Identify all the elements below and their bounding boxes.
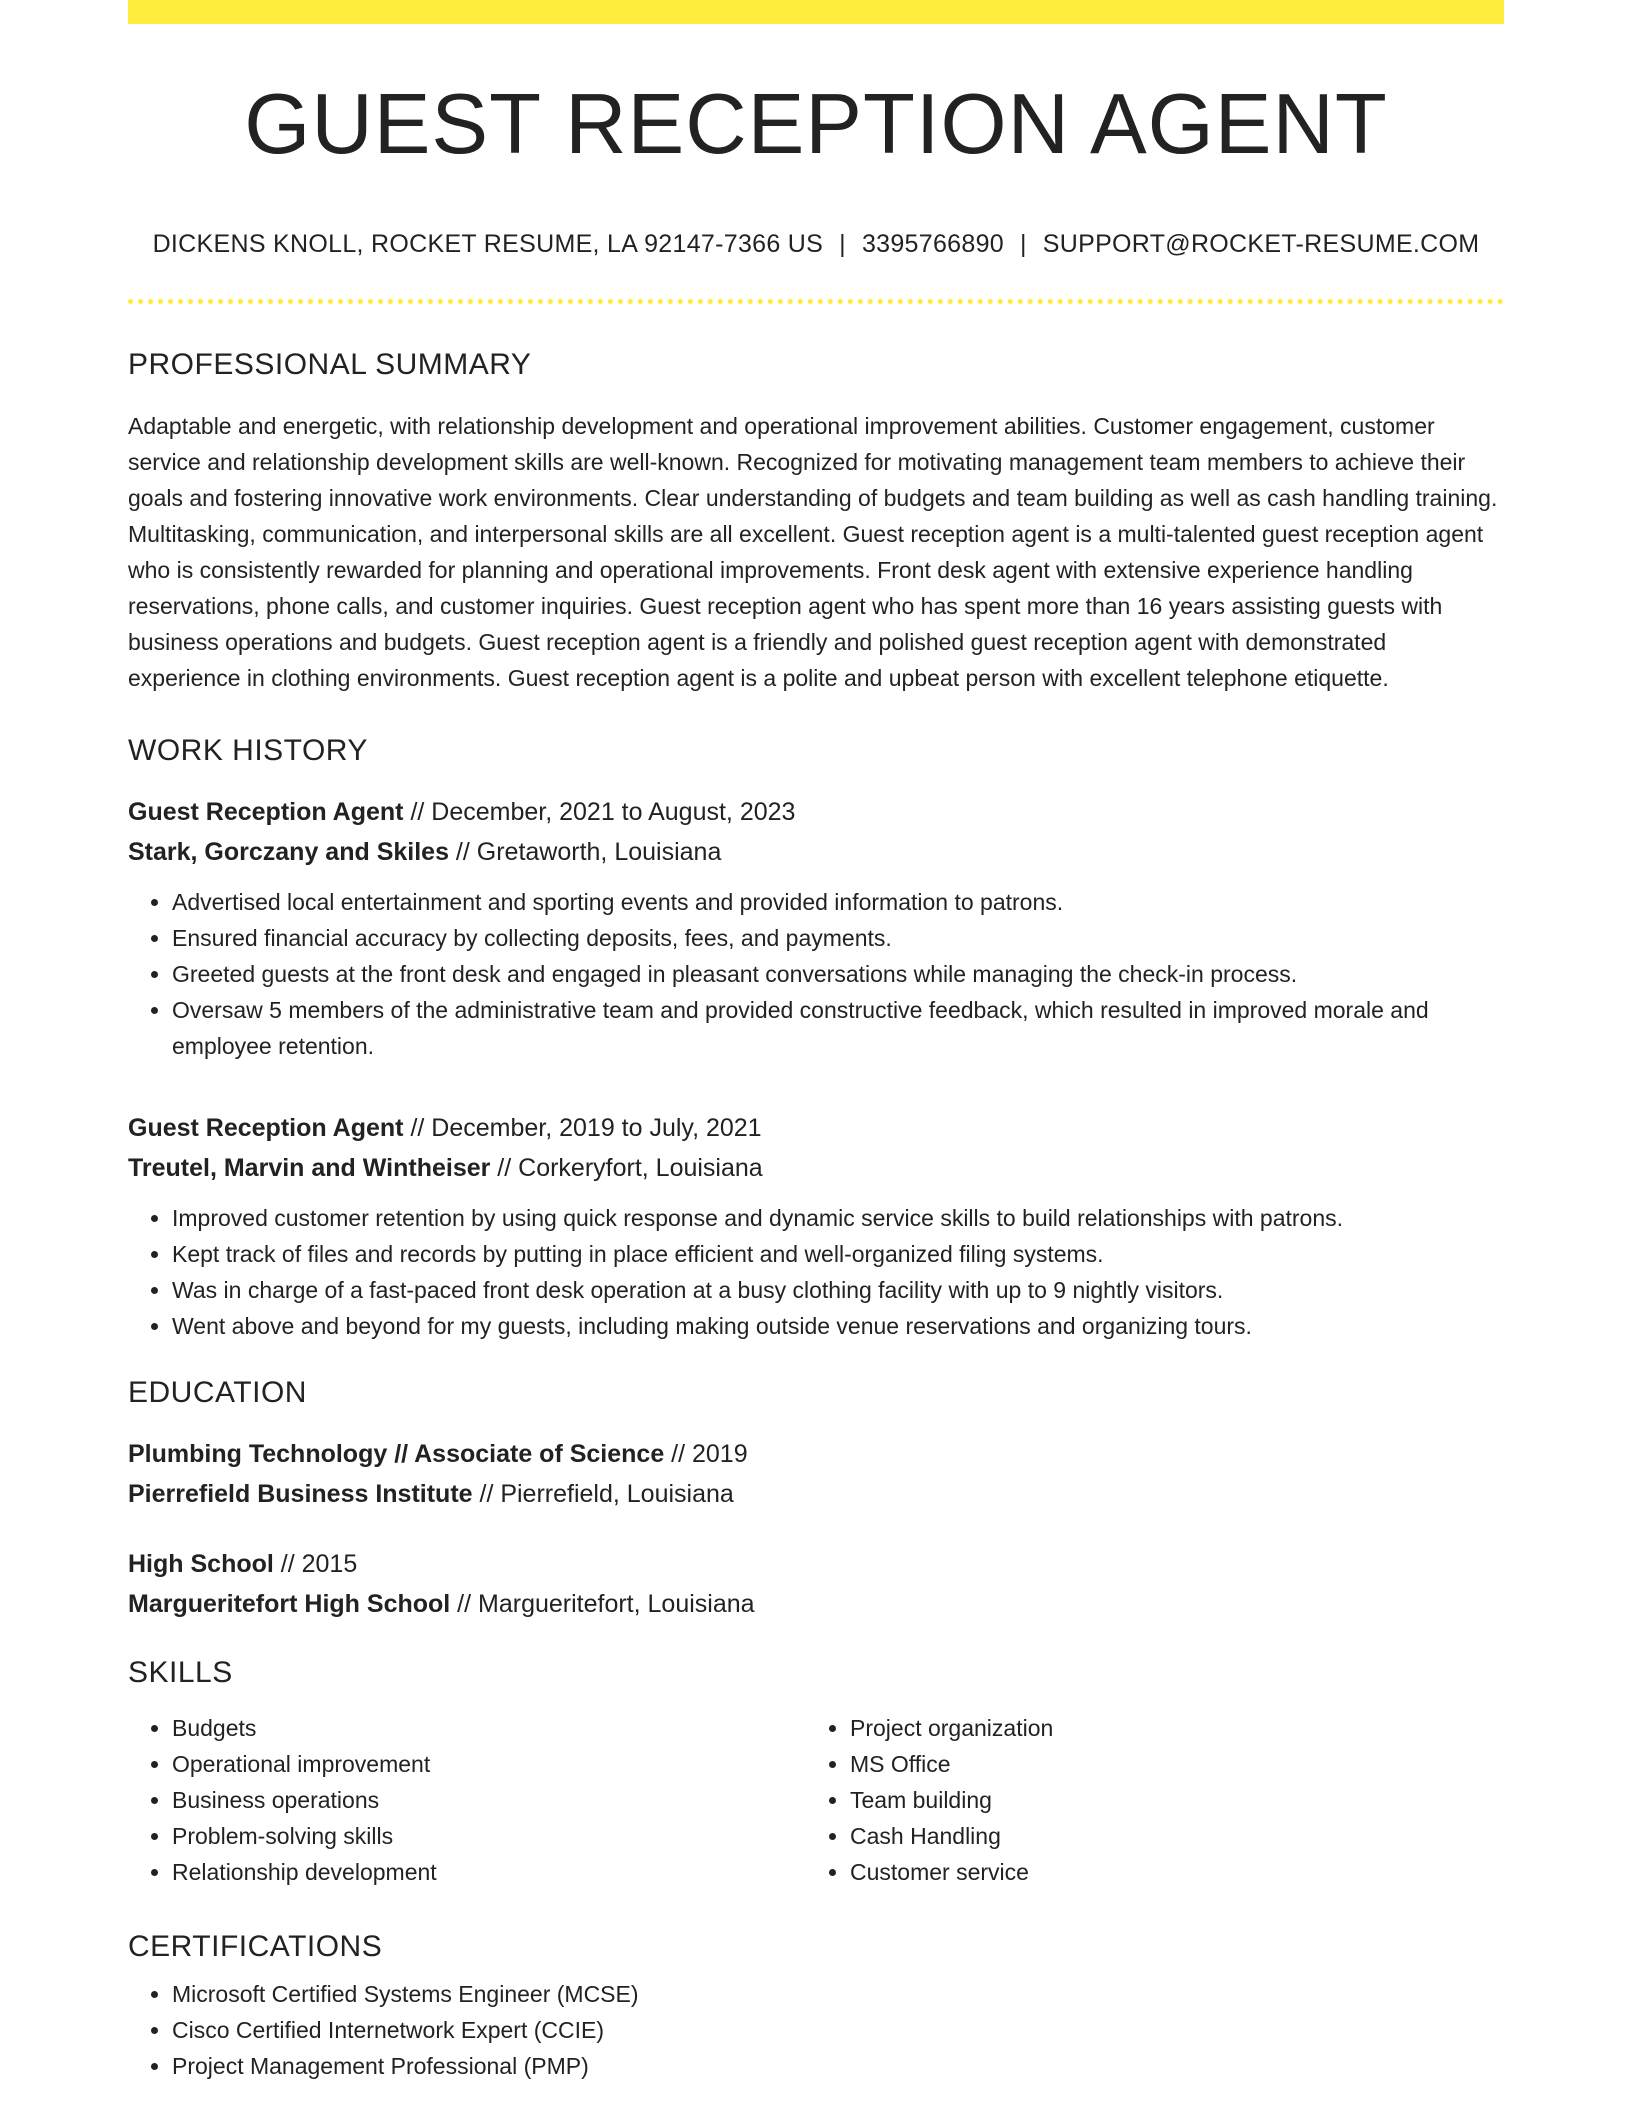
- job-dates: // December, 2021 to August, 2023: [403, 798, 796, 826]
- skills-heading: SKILLS: [128, 1656, 233, 1689]
- school-location: // Pierrefield, Louisiana: [472, 1480, 734, 1508]
- skill-item: • Project organization: [850, 1710, 1484, 1746]
- job-dates: // December, 2019 to July, 2021: [403, 1114, 762, 1142]
- address-text: DICKENS KNOLL, ROCKET RESUME, LA 92147-7366 US: [152, 230, 824, 258]
- certifications-list: [128, 1976, 1504, 2084]
- degree-year: // 2019: [664, 1440, 748, 1468]
- job-bullet: • Went above and beyond for my guests, including making outside venue reservations and organizing tours.: [172, 1308, 1504, 1344]
- job-role-line: [128, 792, 1504, 832]
- skill-item: • Relationship development: [172, 1854, 806, 1890]
- resume-page: [128, 0, 1504, 2084]
- contact-separator: |: [1019, 230, 1027, 258]
- job-company-line: [128, 832, 1504, 872]
- job-bullets: [128, 1200, 1504, 1344]
- degree-name: Plumbing Technology // Associate of Science: [128, 1440, 665, 1468]
- job-bullet: • Greeted guests at the front desk and engaged in pleasant conversations while managing the check-in process.: [172, 956, 1504, 992]
- contact-separator: |: [839, 230, 846, 258]
- skill-item: • Business operations: [172, 1782, 806, 1818]
- summary-paragraph: Adaptable and energetic, with relationship development and operational improvement abilities. Customer engagement, customer service and relationship development skills are well-known. Recognized for motivating management team members to achieve their goals and fostering innovative work environments. Clear understanding of budgets and team building as well as cash handling training. Multitasking, communication, and interpersonal skills are all excellent. Guest reception agent is a multi-talented guest reception agent who is consistently rewarded for planning and operational improvements. Front desk agent with extensive experience handling reservations, phone calls, and customer inquiries. Guest reception agent who has spent more than 16 years assisting guests with business operations and budgets. Guest reception agent is a friendly and polished guest reception agent with demonstrated experience in clothing environments. Guest reception agent is a polite and upbeat person with excellent telephone etiquette.: [128, 413, 1498, 691]
- skill-item: • Operational improvement: [172, 1746, 806, 1782]
- job-entry: [128, 1108, 1504, 1344]
- job-company: Stark, Gorczany and Skiles: [128, 838, 449, 866]
- degree-line: [128, 1544, 1504, 1584]
- job-bullets: [128, 884, 1504, 1064]
- skill-item: • Customer service: [850, 1854, 1484, 1890]
- school-line: [128, 1584, 1504, 1624]
- phone-text: 3395766890: [861, 230, 1004, 258]
- job-location: // Corkeryfort, Louisiana: [490, 1154, 763, 1182]
- degree-year: // 2015: [273, 1550, 358, 1578]
- school-name: Margueritefort High School: [128, 1590, 451, 1618]
- skill-item: • Problem-solving skills: [172, 1818, 806, 1854]
- education-entry: [128, 1434, 1504, 1514]
- certification-item: • Microsoft Certified Systems Engineer (MCSE): [172, 1976, 1504, 2012]
- work-history-heading: WORK HISTORY: [128, 734, 368, 767]
- job-bullet: • Improved customer retention by using quick response and dynamic service skills to build relationships with patrons.: [172, 1200, 1504, 1236]
- skills-grid: [128, 1710, 1504, 1890]
- summary-heading: PROFESSIONAL SUMMARY: [128, 348, 532, 381]
- skill-item: • Budgets: [172, 1710, 806, 1746]
- job-role: Guest Reception Agent: [128, 798, 404, 826]
- skills-column-right: [806, 1710, 1484, 1890]
- school-location: // Margueritefort, Louisiana: [450, 1590, 755, 1618]
- job-bullet: • Oversaw 5 members of the administrative team and provided constructive feedback, which resulted in improved morale and employee retention.: [172, 992, 1504, 1064]
- top-accent-bar: [128, 0, 1504, 24]
- job-role: Guest Reception Agent: [128, 1114, 404, 1142]
- certification-item: • Cisco Certified Internetwork Expert (CCIE): [172, 2012, 1504, 2048]
- job-role-line: [128, 1108, 1504, 1148]
- certifications-heading: CERTIFICATIONS: [128, 1930, 383, 1963]
- job-entry: [128, 792, 1504, 1064]
- job-bullet: • Advertised local entertainment and sporting events and provided information to patrons.: [172, 884, 1504, 920]
- degree-name: High School: [128, 1550, 274, 1578]
- skill-item: • Cash Handling: [850, 1818, 1484, 1854]
- education-heading: EDUCATION: [128, 1376, 307, 1409]
- education-entry: [128, 1544, 1504, 1624]
- skills-column-left: [128, 1710, 806, 1890]
- job-company-line: [128, 1148, 1504, 1188]
- job-bullet: • Was in charge of a fast-paced front desk operation at a busy clothing facility with up to 9 nightly visitors.: [172, 1272, 1504, 1308]
- contact-line: [128, 230, 1504, 259]
- email-text: SUPPORT@ROCKET-RESUME.COM: [1042, 230, 1480, 258]
- school-name: Pierrefield Business Institute: [128, 1480, 473, 1508]
- certification-item: • Project Management Professional (PMP): [172, 2048, 1504, 2084]
- skill-item: • MS Office: [850, 1746, 1484, 1782]
- job-bullet: • Kept track of files and records by putting in place efficient and well-organized filing systems.: [172, 1236, 1504, 1272]
- skill-item: • Team building: [850, 1782, 1484, 1818]
- degree-line: [128, 1434, 1504, 1474]
- dotted-divider: [128, 299, 1504, 304]
- school-line: [128, 1474, 1504, 1514]
- job-location: // Gretaworth, Louisiana: [448, 838, 722, 866]
- job-bullet: • Ensured financial accuracy by collecting deposits, fees, and payments.: [172, 920, 1504, 956]
- candidate-title: GUEST RECEPTION AGENT: [244, 77, 1388, 172]
- job-company: Treutel, Marvin and Wintheiser: [128, 1154, 491, 1182]
